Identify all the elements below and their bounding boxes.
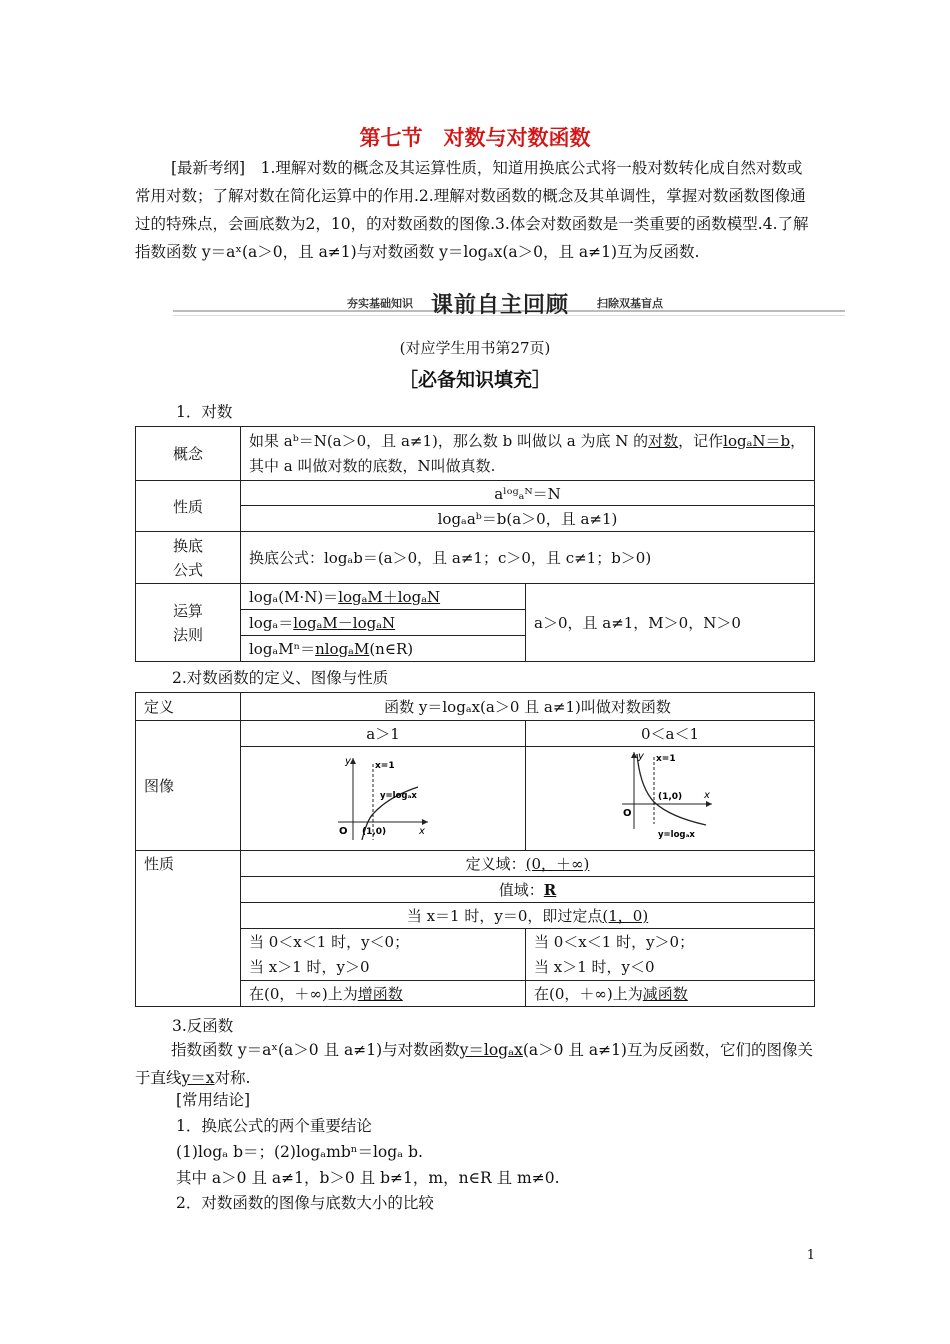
graph-cell-decreasing: [526, 747, 815, 851]
graph-cell-increasing: [241, 747, 526, 851]
y-axis-label: y: [638, 750, 644, 762]
sign-decreasing-1: 当 0＜x＜1 时，y＞0；: [534, 932, 695, 951]
property-2: logₐaᵇ＝b(a＞0，且 a≠1): [241, 506, 815, 532]
concept-text-1: 如果 aᵇ＝N(a＞0，且 a≠1)，那么数 b 叫做以 a 为底 N 的: [249, 431, 649, 450]
page-title: 第七节 对数与对数函数: [359, 126, 591, 150]
sign-increasing-2: 当 x＞1 时，y＞0: [249, 957, 370, 976]
rule-conditions: a＞0，且 a≠1，M＞0，N＞0: [526, 584, 815, 662]
rule-quotient-lhs: logₐ＝: [249, 614, 294, 632]
decreasing-log-graph: [620, 749, 720, 845]
conclusion-2-heading: 2．对数函数的图像与底数大小的比较: [176, 1194, 434, 1212]
concept-label: 概念: [136, 427, 241, 481]
rule-power: [241, 636, 526, 662]
concept-text-2: ，记作: [678, 431, 724, 450]
rule-power-blank: nlogₐM: [315, 640, 370, 658]
log-curve-decreasing: [637, 754, 706, 825]
syllabus-tag: [最新考纲]: [171, 159, 246, 177]
monotonic-decreasing: [526, 981, 815, 1007]
x-axis-label: x: [419, 825, 425, 837]
book-reference: (对应学生用书第27页): [399, 339, 551, 357]
conclusion-1-formulas: (1)logₐ b＝；(2)logₐmbⁿ＝logₐ b.: [176, 1143, 423, 1161]
point-label: (1,0): [658, 791, 683, 802]
conclusion-1-conditions: 其中 a＞0 且 a≠1，b＞0 且 b≠1，m，n∈R 且 m≠0.: [176, 1169, 560, 1187]
properties-label: 性质: [136, 851, 241, 1007]
y-axis-label: y: [345, 755, 351, 767]
x-axis-arrow: [706, 801, 712, 807]
rule-power-lhs: logₐMⁿ＝: [249, 640, 316, 658]
inverse-text-2: (a＞0 且 a≠1)互为反函数，它们的图像关于直线: [135, 1041, 813, 1087]
sign-decreasing: [526, 929, 815, 981]
domain-row: [241, 851, 815, 877]
sign-decreasing-2: 当 x＞1 时，y＜0: [534, 957, 655, 976]
monotonic-increasing: [241, 981, 526, 1007]
logarithm-table: [135, 426, 815, 662]
concept-cell: [241, 427, 815, 481]
rule-product-blank: logₐM＋logₐN: [338, 588, 441, 606]
syllabus-text: 1.理解对数的概念及其运算性质，知道用换底公式将一般对数转化成自然对数或常用对数；了解对数在简化运算中的作用.2.理解对数函数的概念及其单调性，掌握对数函数图像通过的特殊点，会画底数为2，10，的对数函数的图像.3.体会对数函数是一类重要的函数模型.4.了解指数函数 y＝aˣ(a＞0，且 a≠1)与对数函数 y＝logₐx(a＞0，且 a≠1)互为反函数.: [135, 159, 809, 261]
range-blank: R: [543, 881, 557, 899]
inverse-text-1: 指数函数 y＝aˣ(a＞0 且 a≠1)与对数函数: [171, 1041, 460, 1059]
increasing-log-graph: [333, 752, 433, 842]
x-axis-arrow: [422, 819, 428, 825]
sign-increasing-1: 当 0＜x＜1 时，y＜0；: [249, 932, 410, 951]
property-1: aˡᵒᵍₐᴺ＝N: [241, 481, 815, 506]
base-change-label: [136, 532, 241, 584]
origin-label: O: [623, 807, 632, 819]
sign-increasing: [241, 929, 526, 981]
base-change-label-1: 换底: [172, 536, 203, 555]
monotonic-increasing-blank: 增函数: [357, 985, 403, 1003]
log-function-table: [135, 692, 815, 1007]
monotonic-decreasing-blank: 减函数: [642, 985, 688, 1003]
rule-quotient-blank: logₐM－logₐN: [293, 614, 396, 632]
x-equals-1-label: x=1: [656, 753, 676, 764]
section-banner: [173, 288, 845, 318]
fixed-point-row: [241, 903, 815, 929]
concept-blank-2: logₐN＝b: [723, 431, 791, 450]
rules-label-1: 运算: [172, 601, 203, 620]
x-equals-1-label: x=1: [375, 760, 395, 771]
syllabus-paragraph: [135, 154, 815, 266]
point-label: (1,0): [362, 826, 387, 837]
inverse-text-3: 对称.: [214, 1069, 251, 1087]
banner-left-text: 夯实基础知识: [347, 297, 413, 310]
range-row: [241, 877, 815, 903]
concept-blank-1: 对数: [648, 431, 679, 450]
graph-label: 图像: [136, 721, 241, 851]
property-label: 性质: [136, 481, 241, 532]
monotonic-increasing-text: 在(0，＋∞)上为: [249, 985, 358, 1003]
fixed-point-blank: (1，0): [602, 907, 649, 925]
rule-quotient: [241, 610, 526, 636]
concept-text-3: ，: [790, 431, 806, 450]
domain-blank: (0，＋∞): [525, 855, 590, 873]
col-header-a-gt-1: a＞1: [241, 721, 526, 747]
rules-label-2: 法则: [172, 625, 203, 644]
rules-label: [136, 584, 241, 662]
banner-right-text: 扫除双基盲点: [597, 297, 663, 310]
heading-log-function: 2.对数函数的定义、图像与性质: [172, 669, 389, 687]
monotonic-decreasing-text: 在(0，＋∞)上为: [534, 985, 643, 1003]
heading-inverse-function: 3.反函数: [172, 1017, 234, 1035]
base-change-formula: 换底公式：logₐb＝(a＞0，且 a≠1；c＞0，且 c≠1；b＞0): [241, 532, 815, 584]
section-tag: ［必备知识填充］: [398, 369, 551, 391]
inverse-blank-2: y＝x: [181, 1069, 215, 1087]
fixed-point-text: 当 x＝1 时，y＝0，即过定点: [406, 907, 603, 925]
rule-product: [241, 584, 526, 610]
concept-text-line2: 其中 a 叫做对数的底数，N叫做真数.: [249, 456, 496, 475]
domain-label: 定义域：: [465, 855, 526, 873]
base-change-label-2: 公式: [172, 560, 203, 579]
rule-product-lhs: logₐ(M·N)＝: [249, 588, 339, 606]
rule-power-cond: (n∈R): [369, 640, 414, 658]
conclusions-tag: [常用结论]: [176, 1091, 251, 1109]
y-axis-arrow: [631, 752, 637, 758]
curve-label: y=logₐx: [380, 790, 417, 801]
heading-logarithm: 1．对数: [176, 403, 233, 421]
page-number: 1: [806, 1248, 815, 1263]
definition-label: 定义: [136, 693, 241, 721]
range-label: 值域：: [498, 881, 544, 899]
x-axis-label: x: [704, 789, 710, 801]
conclusion-1-heading: 1．换底公式的两个重要结论: [176, 1117, 372, 1135]
origin-label: O: [339, 825, 348, 837]
inverse-paragraph: [135, 1036, 815, 1092]
col-header-a-lt-1: 0＜a＜1: [526, 721, 815, 747]
definition-text: 函数 y＝logₐx(a＞0 且 a≠1)叫做对数函数: [241, 693, 815, 721]
inverse-blank-1: y＝logₐx: [459, 1041, 523, 1059]
banner-main-text: 课前自主回顾: [431, 293, 570, 318]
curve-label: y=logₐx: [658, 829, 695, 840]
